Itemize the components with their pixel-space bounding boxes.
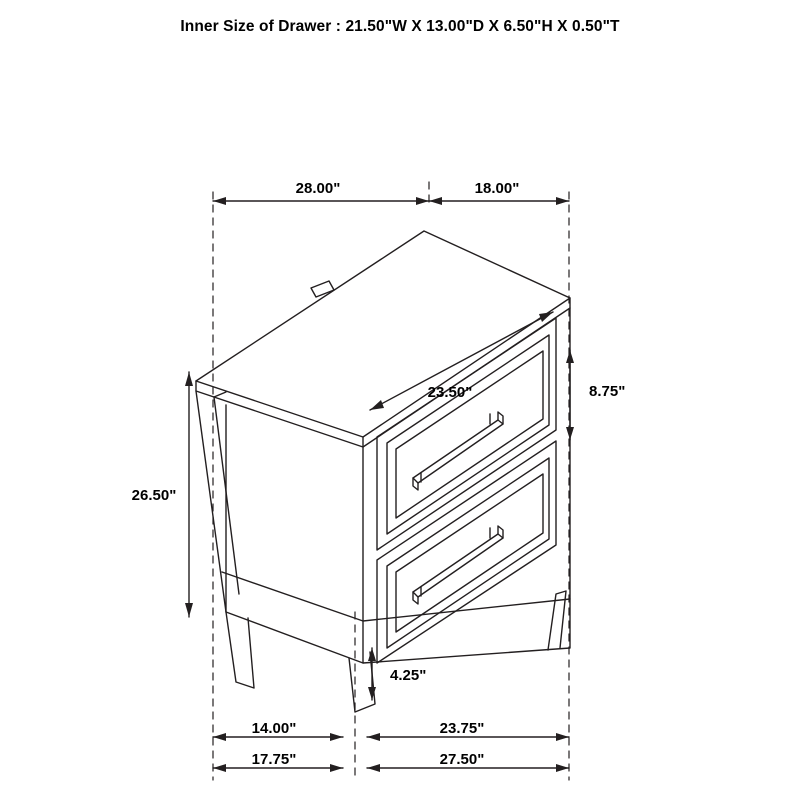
dimension-labels [132, 180, 626, 768]
dimension-label-top-width-side: 18.00" [474, 180, 520, 197]
dimension-label-front-width-outer: 27.50" [439, 751, 485, 768]
dimension-label-top-width-front: 28.00" [295, 180, 341, 197]
nightstand-body [196, 231, 570, 712]
dimension-label-front-width-bottom: 23.75" [439, 720, 485, 737]
dimension-label-drawer-front-width: 23.50" [427, 384, 473, 401]
dimension-label-overall-height: 26.50" [131, 487, 177, 504]
top-dimension-lines [213, 197, 569, 205]
leg-height-dimension [368, 648, 376, 700]
dimension-label-side-depth-bottom: 14.00" [251, 720, 297, 737]
page-title: Inner Size of Drawer : 21.50"W X 13.00"D X 6.50"H X 0.50"T [180, 18, 620, 35]
drawer-height-dimension [566, 350, 574, 440]
dimension-label-leg-height: 4.25" [390, 667, 427, 684]
overall-height-dimension [185, 372, 193, 617]
dimension-label-side-depth-outer: 17.75" [251, 751, 297, 768]
dimension-label-drawer-height: 8.75" [589, 383, 626, 400]
